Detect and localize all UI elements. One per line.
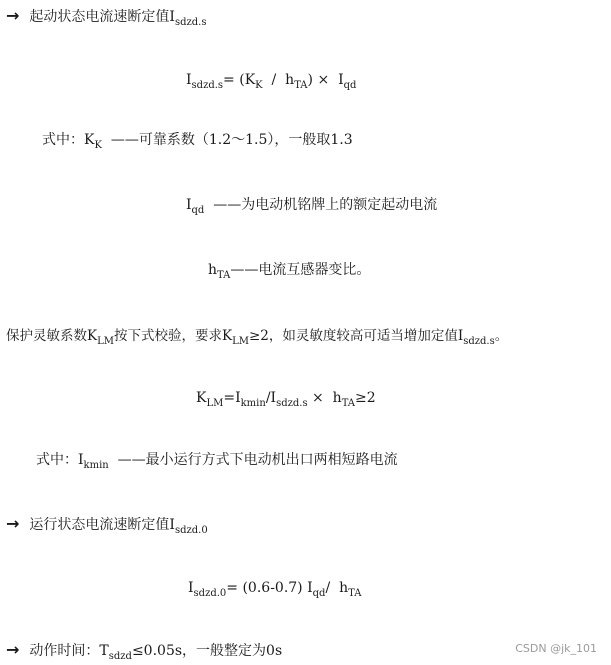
- paragraph-subscript: LM: [232, 336, 249, 347]
- note-prefix: 式中：I: [36, 452, 84, 468]
- formula-subscript: kmin: [240, 398, 266, 409]
- note-ct-ratio: [208, 260, 370, 280]
- watermark: CSDN @jk_101: [515, 642, 597, 655]
- section-heading-startup-setting: [6, 6, 206, 27]
- formula-part: / h: [325, 580, 349, 596]
- note-prefix: 式中：K: [42, 132, 95, 148]
- formula-part: = (K: [223, 72, 256, 88]
- note-subscript: K: [94, 140, 102, 151]
- note-subscript: TA: [217, 270, 231, 281]
- formula-part: =I: [223, 390, 241, 406]
- formula-startup-setting: [186, 70, 356, 90]
- formula-part: I: [186, 72, 192, 88]
- note-text: ——电流互感器变比。: [230, 262, 371, 278]
- note-min-short-circuit-current: [36, 450, 398, 470]
- paragraph-text: ≥2，如灵敏度较高可适当增加定值I: [248, 328, 464, 344]
- heading-subscript: sdzd.0: [174, 525, 208, 536]
- section-heading-running-setting: [6, 514, 208, 535]
- formula-subscript: K: [255, 80, 263, 91]
- paragraph-subscript: sdzd.s: [463, 336, 495, 347]
- heading-text: 运行状态电流速断定值I: [29, 517, 175, 533]
- paragraph-text: 。: [494, 328, 509, 344]
- formula-subscript: qd: [312, 588, 326, 599]
- formula-subscript: sdzd.0: [193, 588, 227, 599]
- action-time-text: 动作时间：T: [29, 643, 109, 659]
- note-subscript: kmin: [83, 460, 109, 471]
- note-reliability-coefficient: [42, 130, 353, 150]
- formula-subscript: TA: [341, 398, 356, 409]
- formula-running-setting: [188, 578, 361, 598]
- note-text: ——为电动机铭牌上的额定起动电流: [204, 197, 438, 213]
- formula-part: / h: [262, 72, 295, 88]
- note-prefix: h: [208, 262, 218, 278]
- section-action-time: [6, 640, 282, 661]
- note-text: ——最小运行方式下电动机出口两相短路电流: [108, 452, 398, 468]
- formula-sensitivity: [196, 388, 376, 408]
- formula-subscript: sdzd.s: [276, 398, 308, 409]
- formula-subscript: sdzd.s: [191, 80, 224, 91]
- formula-part: /I: [265, 390, 277, 406]
- formula-part: ≥2: [355, 390, 376, 406]
- formula-part: I: [188, 580, 194, 596]
- formula-part: = (0.6-0.7) I: [226, 580, 313, 596]
- heading-text: 起动状态电流速断定值I: [29, 9, 175, 25]
- formula-part: K: [196, 390, 207, 406]
- arrow-icon: →: [6, 6, 20, 25]
- paragraph-text: 保护灵敏系数K: [6, 328, 98, 344]
- arrow-icon: →: [6, 514, 20, 533]
- formula-subscript: LM: [206, 398, 224, 409]
- sensitivity-check-paragraph: [6, 326, 508, 346]
- note-subscript: qd: [191, 205, 205, 216]
- formula-part: ) × I: [307, 72, 344, 88]
- note-rated-starting-current: [186, 195, 437, 215]
- note-text: ——可靠系数（1.2～1.5），一般取1.3: [101, 132, 353, 148]
- formula-subscript: TA: [294, 80, 308, 91]
- heading-subscript: sdzd.s: [174, 17, 207, 28]
- formula-subscript: qd: [343, 80, 357, 91]
- formula-part: × h: [307, 390, 342, 406]
- action-time-subscript: sdzd: [108, 651, 132, 662]
- note-prefix: I: [186, 197, 192, 213]
- formula-subscript: TA: [348, 588, 362, 599]
- arrow-icon: →: [6, 640, 20, 659]
- paragraph-text: 按下式校验，要求K: [113, 328, 233, 344]
- paragraph-subscript: LM: [97, 336, 114, 347]
- action-time-text: ≤0.05s，一般整定为0s: [131, 643, 283, 659]
